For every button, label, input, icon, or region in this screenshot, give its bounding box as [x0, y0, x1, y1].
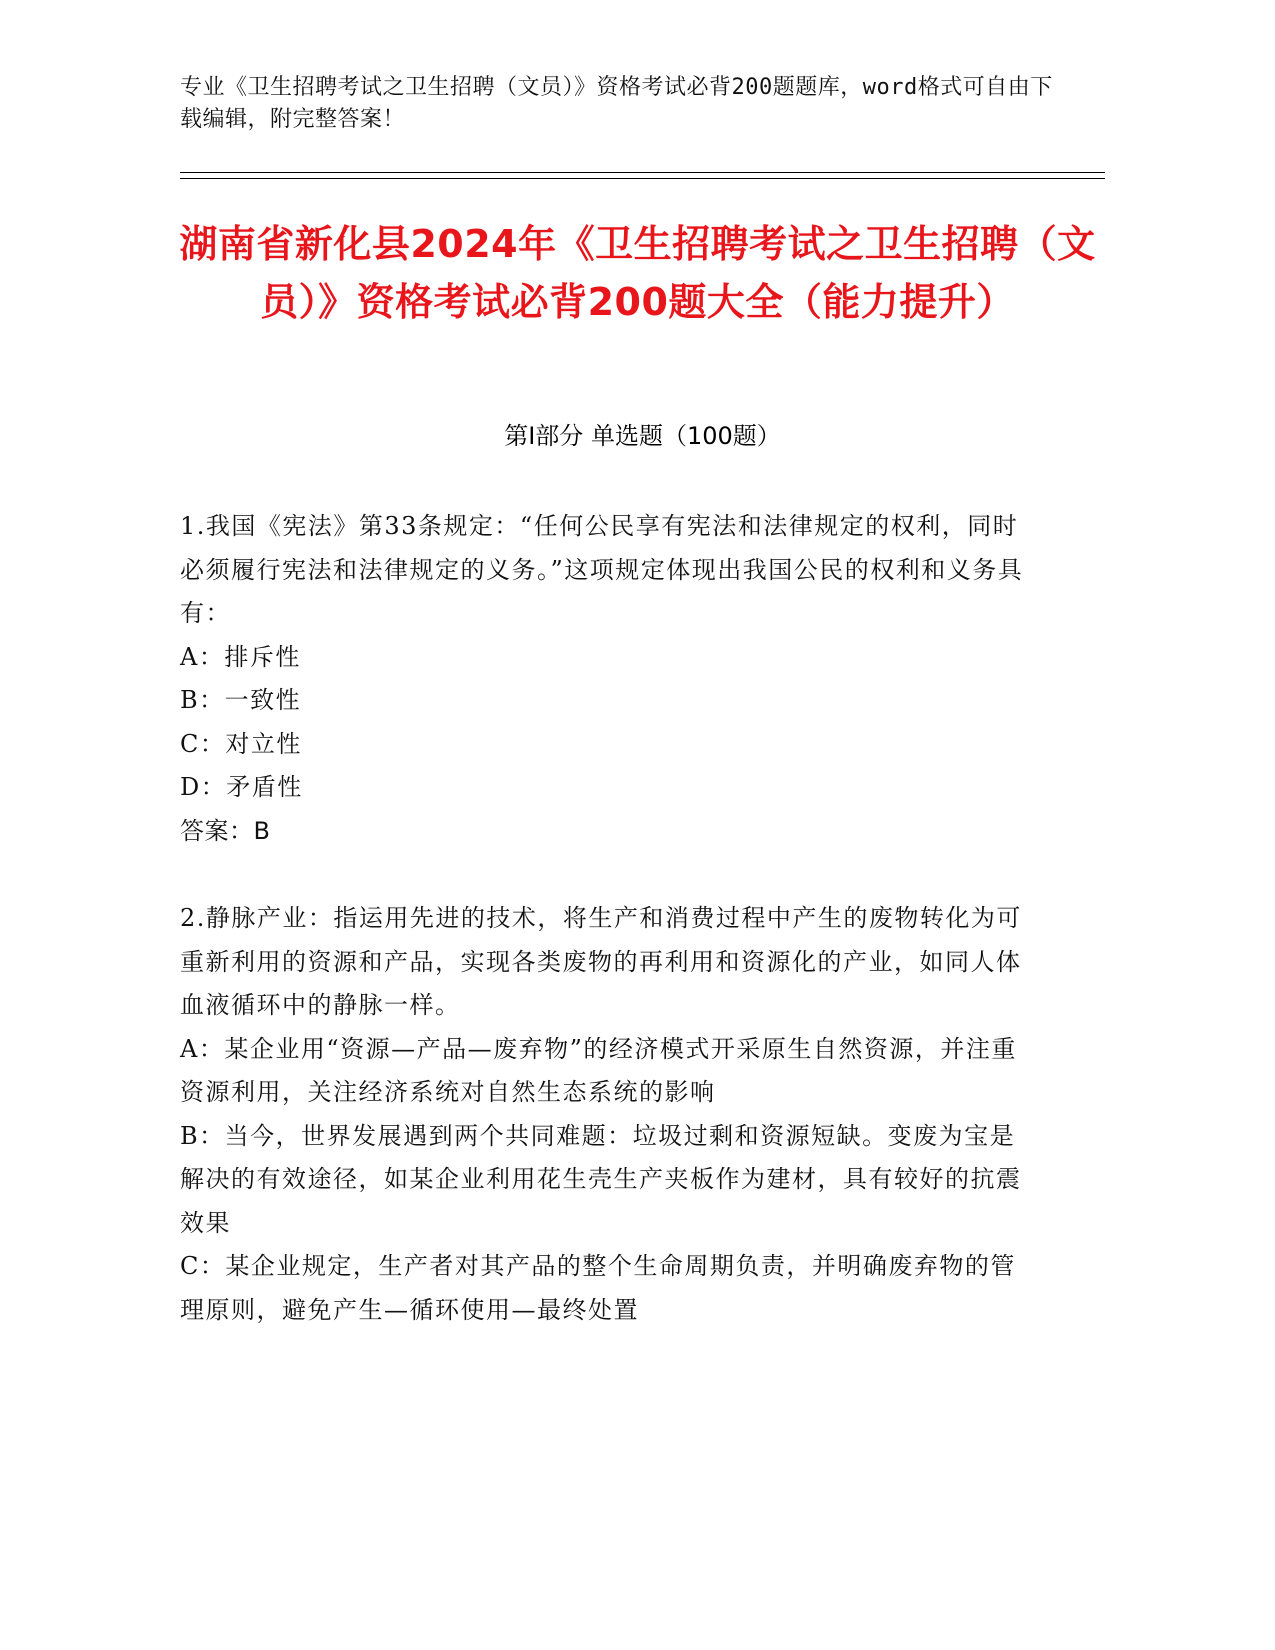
option-b: B：当今，世界发展遇到两个共同难题：垃圾过剩和资源短缺。变废为宝是解决的有效途径，如某企业利用花生壳生产夹板作为建材，具有较好的抗震效果	[180, 1121, 1022, 1237]
header-divider-top	[180, 172, 1105, 173]
question-stem: 1.我国《宪法》第33条规定：“任何公民享有宪法和法律规定的权利，同时必须履行宪法和法律规定的义务。”这项规定体现出我国公民的权利和义务具有：	[180, 512, 1024, 627]
question-2	[180, 897, 1040, 1332]
document-title: 湖南省新化县2024年《卫生招聘考试之卫生招聘（文员）》资格考试必背200题大全（能力提升）	[179, 222, 1096, 324]
section-title: 第Ⅰ部分 单选题（100题）	[504, 422, 781, 450]
header-divider-bottom	[180, 178, 1105, 179]
question-1	[180, 505, 1040, 853]
option-a: A：某企业用“资源—产品—废弃物”的经济模式开采原生自然资源，并注重资源利用，关注经济系统对自然生态系统的影响	[180, 1034, 1017, 1106]
option-d: D：矛盾性	[180, 773, 303, 801]
option-a: A：排斥性	[180, 642, 301, 671]
option-b: B：一致性	[180, 686, 302, 714]
option-c: C：某企业规定，生产者对其产品的整个生命周期负责，并明确废弃物的管理原则，避免产生—循环使用—最终处置	[180, 1252, 1016, 1324]
header-note: 专业《卫生招聘考试之卫生招聘（文员）》资格考试必背200题题库，word格式可自由下载编辑，附完整答案！	[180, 75, 1053, 132]
question-stem: 2.静脉产业：指运用先进的技术，将生产和消费过程中产生的废物转化为可重新利用的资源和产品，实现各类废物的再利用和资源化的产业，如同人体血液循环中的静脉一样。	[180, 904, 1022, 1019]
answer: 答案：B	[180, 816, 271, 845]
option-c: C：对立性	[180, 729, 302, 758]
